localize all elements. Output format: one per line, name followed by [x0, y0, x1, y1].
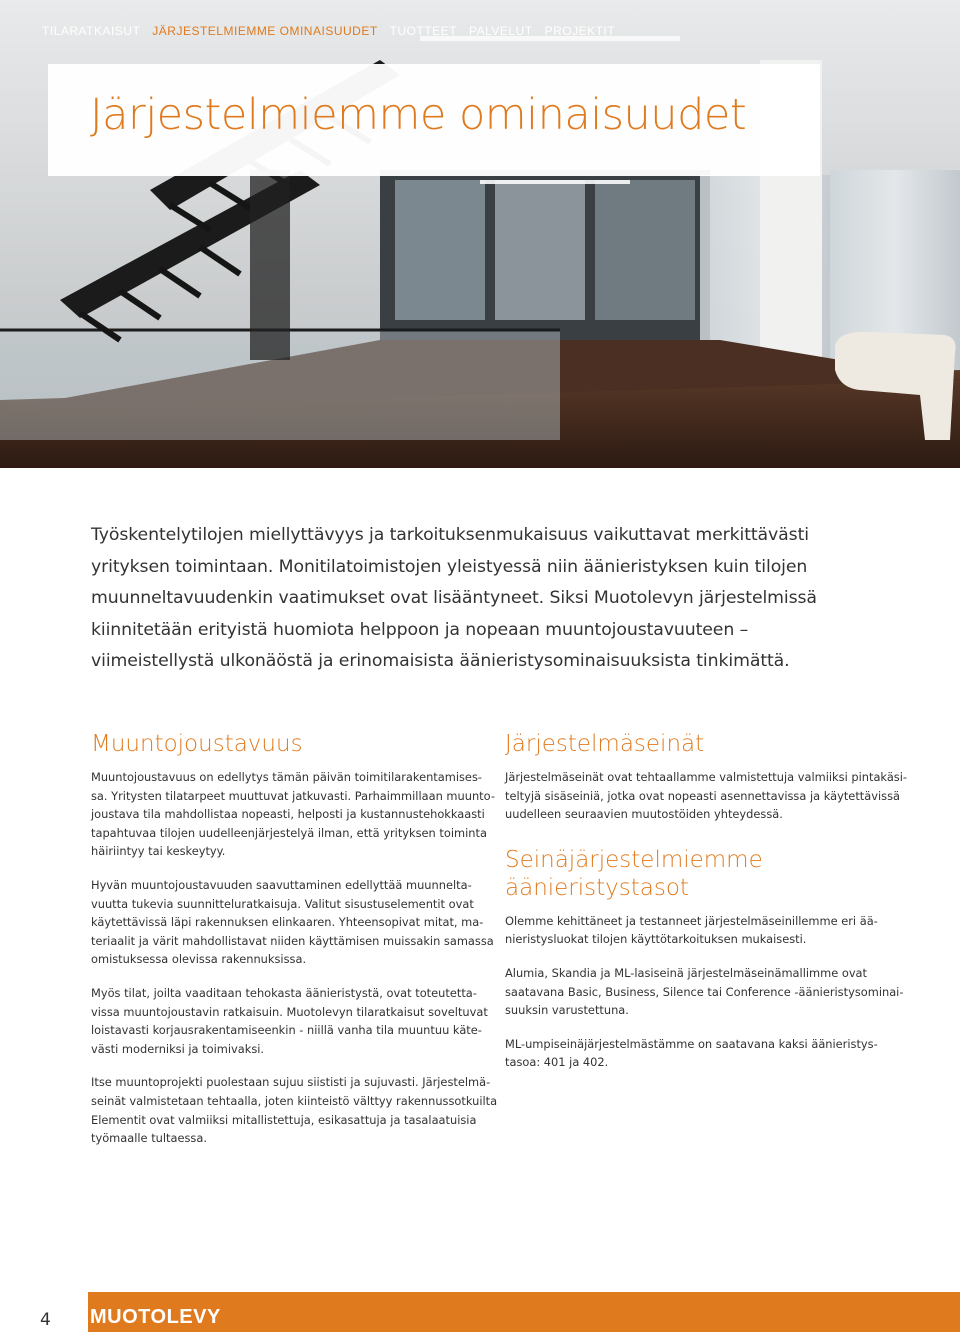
text-line: häiriintyy tai keskeytyy.	[91, 844, 226, 859]
right-column	[505, 730, 908, 1087]
nav-item-projektit[interactable]: PROJEKTIT	[544, 24, 616, 38]
text-line: västi moderniksi ja toimivaksi.	[91, 1041, 265, 1056]
text-line: nieristysluokat tilojen käyttötarkoituksen mukaisesti.	[505, 932, 807, 947]
nav-item-tuotteet[interactable]: TUOTTEET	[389, 24, 457, 38]
lead-line: viimeistellystä ulkonäöstä ja erinomaisista äänieristysominaisuuksista tinkimättä.	[91, 651, 790, 671]
text-line: ML-umpiseinäjärjestelmästämme on saatavana kaksi äänieristys-	[505, 1036, 878, 1051]
section-heading-aanieristystasot	[505, 846, 900, 902]
text-line: Elementit ovat valmiiksi mitallistettuja, esikasattuja ja tasalaatuisia	[91, 1112, 477, 1127]
lead-line: yrityksen toimintaan. Monitilatoimistojen yleistyessä niin äänieristyksen kuin tilojen	[91, 556, 808, 577]
text-line: suuksin varustettuna.	[505, 1003, 629, 1018]
text-line: Alumia, Skandia ja ML-lasiseinä järjestelmäseinämallimme ovat	[505, 965, 868, 980]
body-paragraph	[505, 912, 900, 949]
text-line: seinät valmistetaan tehtaalla, joten kiinteistö välttyy rakennussotkuilta	[91, 1093, 498, 1108]
text-line: tapahtuvaa tilojen uudelleenjärjestelyä ilman, että yrityksen toiminta	[91, 825, 487, 840]
top-navigation	[42, 24, 615, 44]
left-column	[91, 730, 498, 1163]
title-panel	[48, 64, 820, 176]
text-line: vissa muuntojoustavin ratkaisuin. Muotolevyn tilaratkaisut soveltuvat	[91, 1004, 488, 1019]
lead-line: Työskentelytilojen miellyttävyys ja tarkoituksenmukaisuus vaikuttavat merkittävästi	[91, 525, 809, 545]
heading-line: Seinäjärjestelmiemme	[505, 846, 763, 873]
nav-item-palvelut[interactable]: PALVELUT	[468, 24, 533, 38]
heading-line: äänieristystasot	[505, 874, 689, 901]
text-line: tasoa: 401 ja 402.	[505, 1055, 609, 1070]
body-paragraph	[505, 768, 908, 824]
text-line: Hyvän muuntojoustavuuden saavuttaminen edellyttää muunnelta-	[91, 877, 472, 892]
body-paragraph	[505, 1035, 900, 1072]
text-line: käytettävissä läpi rakennuksen elinkaaren. Yhteensopivat mitat, ma-	[91, 915, 484, 930]
section-heading-muuntojoustavuus: Muuntojoustavuus	[91, 731, 303, 757]
body-paragraph	[91, 768, 495, 861]
page-number: 4	[40, 1310, 51, 1330]
page-number-box	[0, 1292, 88, 1332]
body-paragraph	[505, 964, 904, 1020]
page-title: Järjestelmiemme ominaisuudet	[90, 90, 747, 140]
nav-item-tilaratkaisut[interactable]: TILARATKAISUT	[42, 24, 141, 38]
lead-paragraph	[91, 520, 881, 678]
text-line: Järjestelmäseinät ovat tehtaallamme valmistettuja valmiiksi pintakäsi-	[505, 770, 908, 784]
footer-bar	[0, 1292, 960, 1332]
text-line: loistavasti korjausrakentamiseenkin - niillä vanha tila muuntuu käte-	[91, 1023, 482, 1038]
muotolevy-logo: MUOTOLEVY	[90, 1306, 221, 1328]
text-line: omistuksessa olevissa rakennuksissa.	[91, 952, 307, 967]
text-line: Muuntojoustavuus on edellytys tämän päivän toimitilarakentamises-	[91, 770, 482, 784]
text-line: teriaalit ja värit mahdollistavat niiden käyttämisen muissakin samassa	[91, 933, 494, 948]
text-line: joustava tila mahdollistaa nopeasti, helposti ja kustannustehokkaasti	[91, 807, 485, 822]
body-paragraph	[91, 876, 494, 969]
text-line: sa. Yritysten tilatarpeet muuttuvat jatkuvasti. Parhaimmillaan muunto-	[91, 788, 495, 803]
text-line: Itse muuntoprojekti puolestaan sujuu siististi ja sujuvasti. Järjestelmä-	[91, 1075, 491, 1090]
body-paragraph	[91, 984, 486, 1058]
text-line: työmaalle tultaessa.	[91, 1131, 207, 1146]
lead-line: kiinnitetään erityistä huomiota helppoon ja nopeaan muuntojoustavuuteen –	[91, 619, 749, 640]
body-paragraph	[91, 1073, 498, 1147]
text-line: Myös tilat, joilta vaaditaan tehokasta äänieristystä, ovat toteutetta-	[91, 985, 477, 1000]
text-line: uudelleen seuraavien muutostöiden yhteydessä.	[505, 807, 783, 822]
text-line: saatavana Basic, Business, Silence tai Conference -äänieristysominai-	[505, 984, 904, 999]
nav-item-jarjestelmiemme-ominaisuudet[interactable]: JÄRJESTELMIEMME OMINAISUUDET	[152, 24, 378, 38]
text-line: vuutta tukevia suunnitteluratkaisuja. Valitut sisustuselementit ovat	[91, 896, 474, 911]
text-line: Olemme kehittäneet ja testanneet järjestelmäseinillemme eri ää-	[505, 913, 878, 928]
text-line: teltyjä sisäseiniä, jotka ovat nopeasti asennettavissa ja käytettävissä	[505, 788, 900, 803]
lead-line: muunneltavuudenkin vaatimukset ovat lisääntyneet. Siksi Muotolevyn järjestelmissä	[91, 588, 817, 608]
section-heading-jarjestelmaseinat: Järjestelmäseinät	[505, 731, 705, 757]
